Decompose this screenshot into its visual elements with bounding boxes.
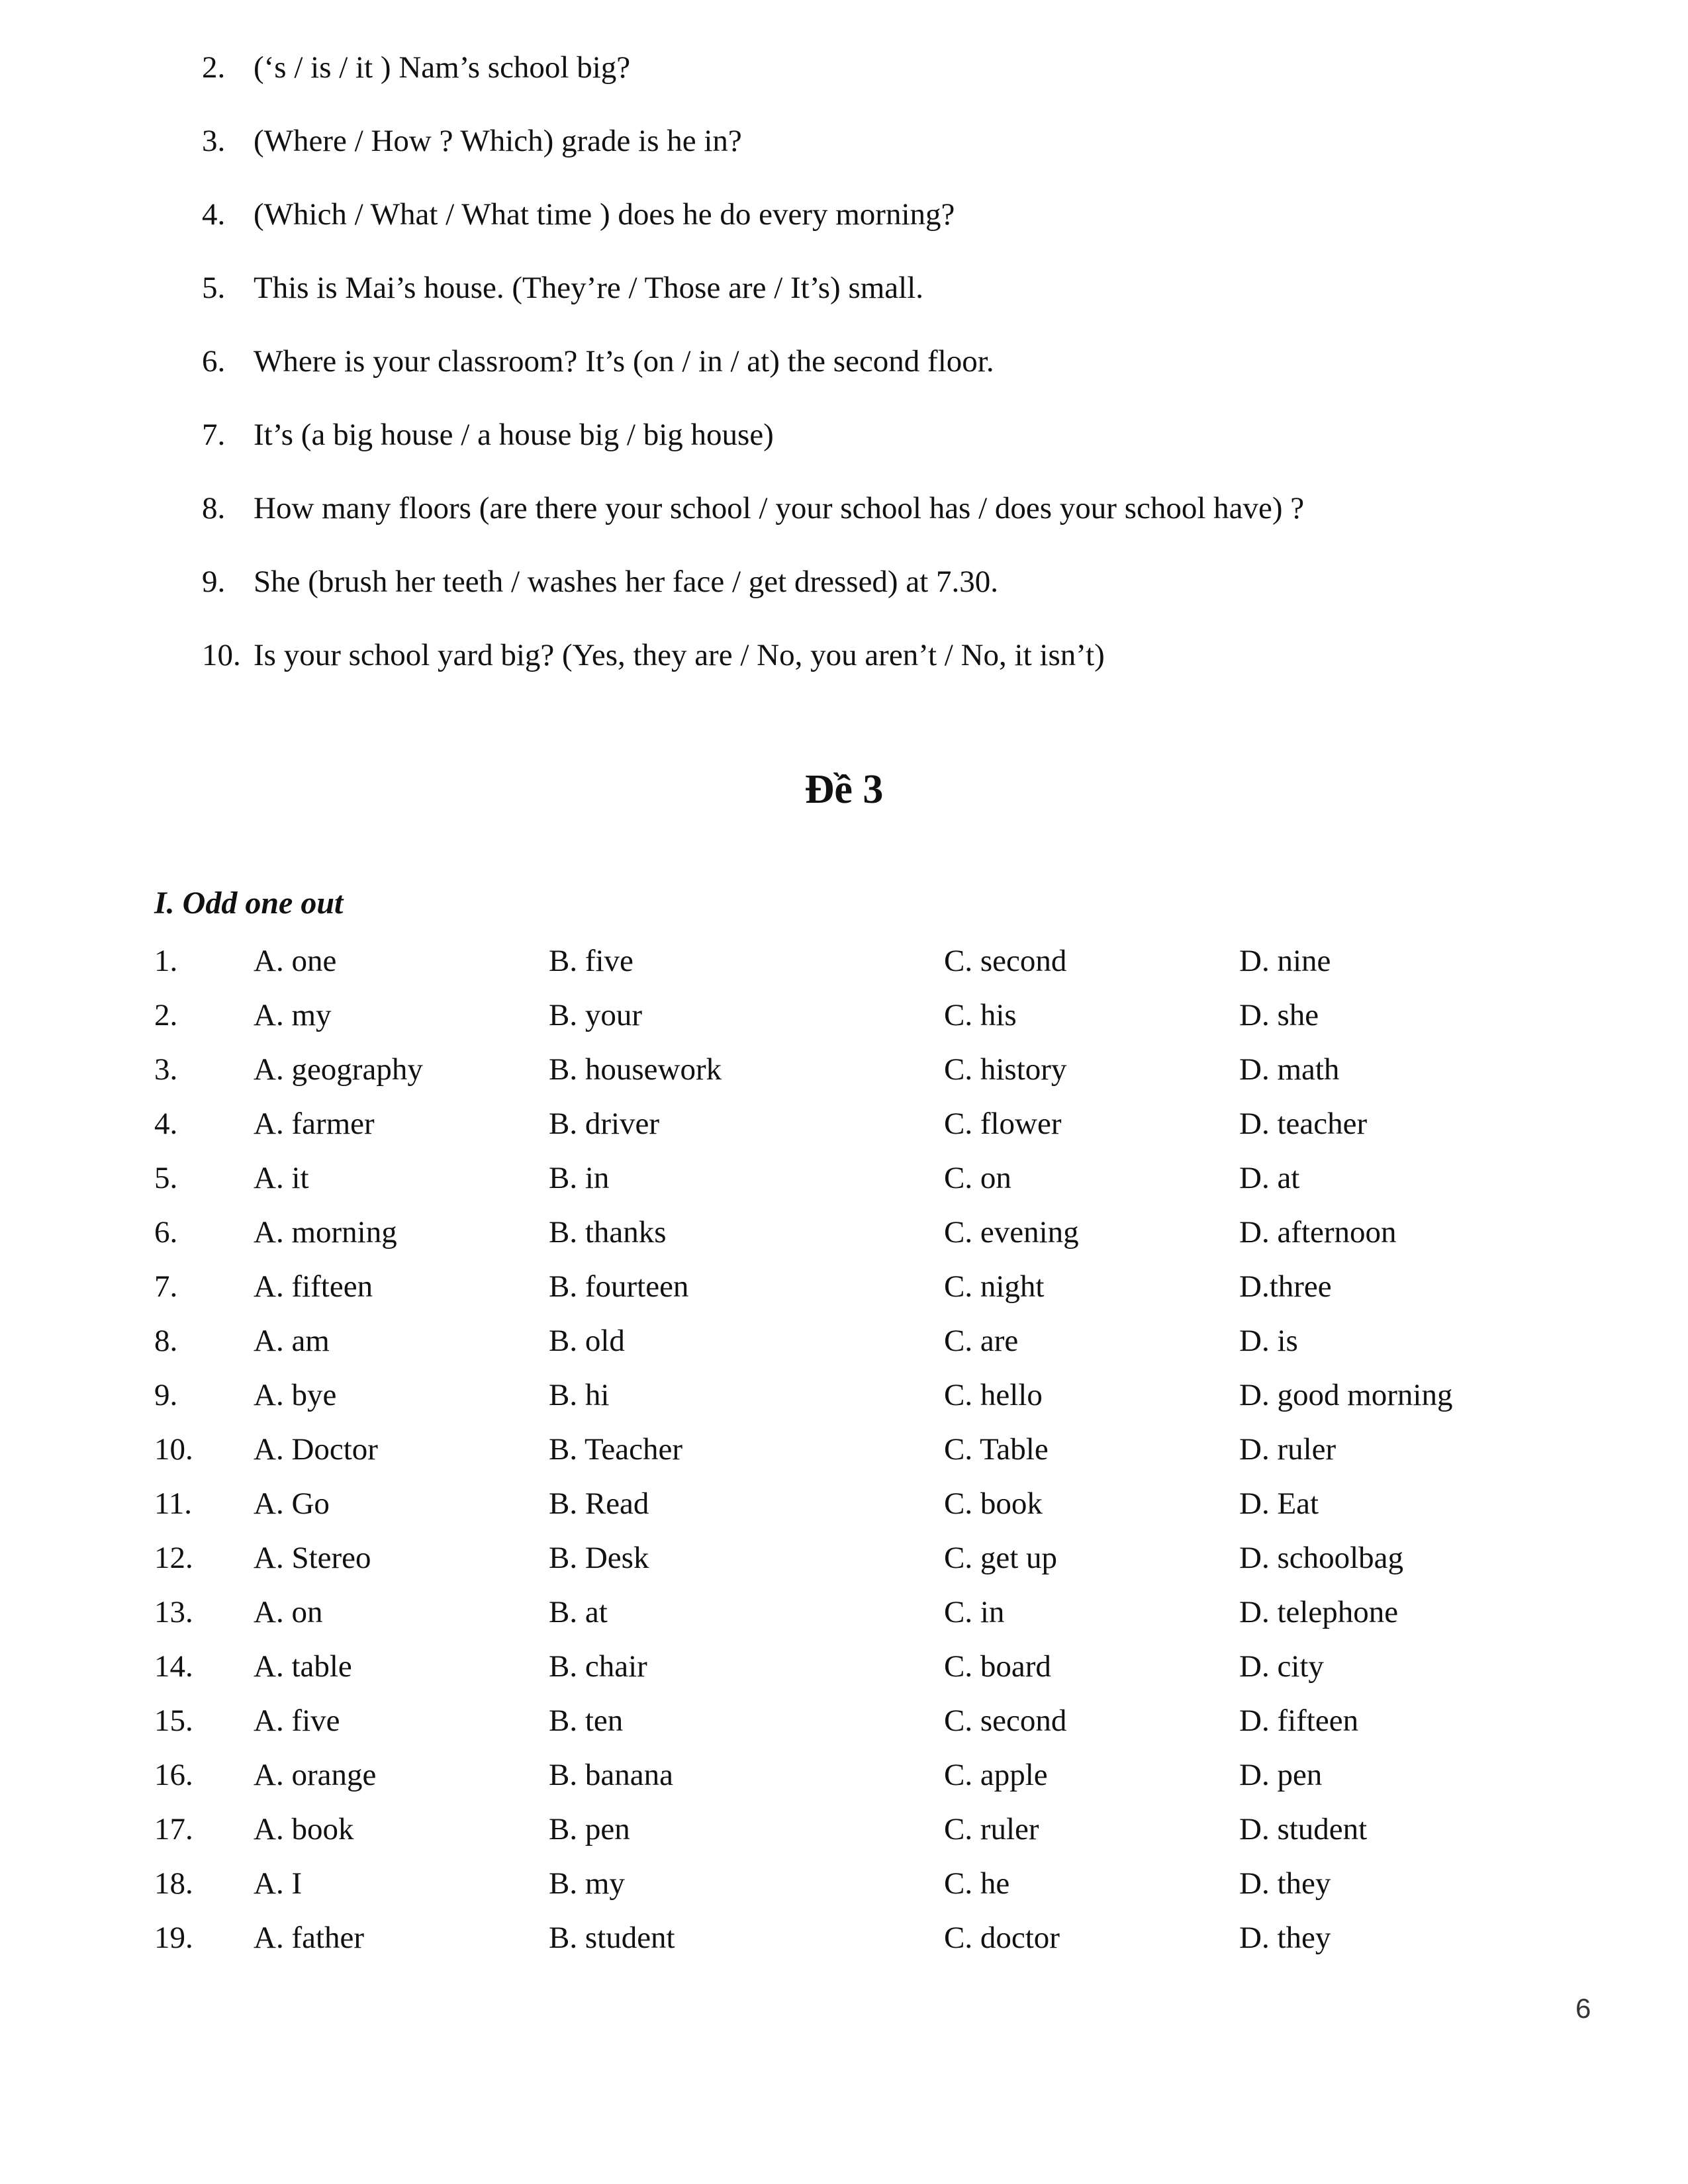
option-c: C. Table bbox=[944, 1432, 1049, 1467]
option-d: D. they bbox=[1239, 1921, 1331, 1955]
option-c: C. he bbox=[944, 1866, 1010, 1901]
option-d: D. nine bbox=[1239, 944, 1331, 978]
table-row bbox=[0, 1806, 1688, 1852]
option-b: B. Desk bbox=[549, 1541, 649, 1575]
item-number: 17. bbox=[154, 1812, 193, 1846]
question-item bbox=[0, 485, 1688, 531]
option-d: D. is bbox=[1239, 1324, 1298, 1358]
item-number: 13. bbox=[154, 1595, 193, 1629]
option-a: A. on bbox=[254, 1595, 323, 1629]
option-a: A. Doctor bbox=[254, 1432, 378, 1467]
option-a: A. Stereo bbox=[254, 1541, 371, 1575]
option-c: C. book bbox=[944, 1486, 1043, 1521]
option-b: B. driver bbox=[549, 1107, 660, 1141]
option-a: A. book bbox=[254, 1812, 354, 1846]
option-d: D. afternoon bbox=[1239, 1215, 1397, 1250]
option-b: B. ten bbox=[549, 1704, 624, 1738]
option-c: C. in bbox=[944, 1595, 1005, 1629]
table-row bbox=[0, 1263, 1688, 1310]
question-number: 6. bbox=[202, 344, 226, 379]
option-c: C. doctor bbox=[944, 1921, 1060, 1955]
option-b: B. old bbox=[549, 1324, 625, 1358]
option-b: B. my bbox=[549, 1866, 625, 1901]
option-a: A. geography bbox=[254, 1052, 423, 1087]
option-d: D. schoolbag bbox=[1239, 1541, 1404, 1575]
option-a: A. one bbox=[254, 944, 337, 978]
option-a: A. I bbox=[254, 1866, 303, 1901]
question-text: Is your school yard big? (Yes, they are / No, you aren’t / No, it isn’t) bbox=[254, 638, 1105, 672]
option-d: D. Eat bbox=[1239, 1486, 1319, 1521]
question-number: 3. bbox=[202, 124, 226, 158]
option-c: C. flower bbox=[944, 1107, 1062, 1141]
table-row bbox=[0, 1698, 1688, 1744]
option-a: A. father bbox=[254, 1921, 365, 1955]
question-item bbox=[0, 412, 1688, 458]
question-text: She (brush her teeth / washes her face / get dressed) at 7.30. bbox=[254, 565, 998, 599]
option-c: C. board bbox=[944, 1649, 1051, 1684]
option-b: B. in bbox=[549, 1161, 610, 1195]
option-b: B. thanks bbox=[549, 1215, 667, 1250]
option-a: A. morning bbox=[254, 1215, 397, 1250]
table-row bbox=[0, 1643, 1688, 1690]
question-text: (Which / What / What time ) does he do every morning? bbox=[254, 197, 955, 232]
table-row bbox=[0, 1209, 1688, 1255]
option-c: C. his bbox=[944, 998, 1017, 1032]
question-number: 5. bbox=[202, 271, 226, 305]
option-a: A. fifteen bbox=[254, 1269, 373, 1304]
option-b: B. Teacher bbox=[549, 1432, 683, 1467]
option-c: C. ruler bbox=[944, 1812, 1039, 1846]
option-c: C. second bbox=[944, 944, 1067, 978]
table-row bbox=[0, 1101, 1688, 1147]
option-c: C. hello bbox=[944, 1378, 1043, 1412]
option-d: D. city bbox=[1239, 1649, 1324, 1684]
item-number: 12. bbox=[154, 1541, 193, 1575]
question-number: 4. bbox=[202, 197, 226, 232]
question-number: 2. bbox=[202, 50, 226, 85]
option-c: C. are bbox=[944, 1324, 1019, 1358]
item-number: 5. bbox=[154, 1161, 178, 1195]
option-a: A. table bbox=[254, 1649, 352, 1684]
question-text: It’s (a big house / a house big / big house) bbox=[254, 418, 774, 452]
option-a: A. farmer bbox=[254, 1107, 375, 1141]
option-c: C. history bbox=[944, 1052, 1067, 1087]
option-c: C. evening bbox=[944, 1215, 1079, 1250]
option-b: B. chair bbox=[549, 1649, 647, 1684]
item-number: 8. bbox=[154, 1324, 178, 1358]
section-heading: I. Odd one out bbox=[154, 886, 344, 921]
option-c: C. on bbox=[944, 1161, 1011, 1195]
exam-title: Đề 3 bbox=[804, 767, 884, 812]
option-d: D. telephone bbox=[1239, 1595, 1399, 1629]
option-d: D. good morning bbox=[1239, 1378, 1453, 1412]
question-number: 8. bbox=[202, 491, 226, 525]
option-d: D. teacher bbox=[1239, 1107, 1368, 1141]
option-a: A. it bbox=[254, 1161, 309, 1195]
question-item bbox=[0, 338, 1688, 385]
item-number: 19. bbox=[154, 1921, 193, 1955]
item-number: 9. bbox=[154, 1378, 178, 1412]
option-a: A. my bbox=[254, 998, 332, 1032]
option-b: B. at bbox=[549, 1595, 608, 1629]
option-b: B. hi bbox=[549, 1378, 610, 1412]
question-text: Where is your classroom? It’s (on / in / at) the second floor. bbox=[254, 344, 994, 379]
item-number: 10. bbox=[154, 1432, 193, 1467]
question-item bbox=[0, 265, 1688, 311]
question-item bbox=[0, 559, 1688, 605]
question-item bbox=[0, 191, 1688, 238]
item-number: 2. bbox=[154, 998, 178, 1032]
item-number: 6. bbox=[154, 1215, 178, 1250]
table-row bbox=[0, 1752, 1688, 1798]
table-row bbox=[0, 1318, 1688, 1364]
option-b: B. pen bbox=[549, 1812, 630, 1846]
option-c: C. get up bbox=[944, 1541, 1058, 1575]
question-text: (‘s / is / it ) Nam’s school big? bbox=[254, 50, 631, 85]
table-row bbox=[0, 1155, 1688, 1201]
option-a: A. five bbox=[254, 1704, 340, 1738]
option-c: C. night bbox=[944, 1269, 1045, 1304]
option-b: B. student bbox=[549, 1921, 675, 1955]
question-number: 7. bbox=[202, 418, 226, 452]
table-row bbox=[0, 1480, 1688, 1527]
option-b: B. five bbox=[549, 944, 633, 978]
option-b: B. fourteen bbox=[549, 1269, 689, 1304]
item-number: 15. bbox=[154, 1704, 193, 1738]
question-text: (Where / How ? Which) grade is he in? bbox=[254, 124, 742, 158]
table-row bbox=[0, 992, 1688, 1038]
option-d: D. fifteen bbox=[1239, 1704, 1359, 1738]
option-a: A. orange bbox=[254, 1758, 377, 1792]
option-c: C. second bbox=[944, 1704, 1067, 1738]
table-row bbox=[0, 1860, 1688, 1907]
item-number: 16. bbox=[154, 1758, 193, 1792]
table-row bbox=[0, 938, 1688, 984]
question-text: How many floors (are there your school / your school has / does your school have) ? bbox=[254, 491, 1305, 525]
question-item bbox=[0, 44, 1688, 91]
option-d: D. math bbox=[1239, 1052, 1340, 1087]
table-row bbox=[0, 1426, 1688, 1473]
question-number: 9. bbox=[202, 565, 226, 599]
option-c: C. apple bbox=[944, 1758, 1048, 1792]
option-d: D.three bbox=[1239, 1269, 1332, 1304]
table-row bbox=[0, 1589, 1688, 1635]
option-b: B. banana bbox=[549, 1758, 673, 1792]
item-number: 18. bbox=[154, 1866, 193, 1901]
item-number: 14. bbox=[154, 1649, 193, 1684]
question-text: This is Mai’s house. (They’re / Those are / It’s) small. bbox=[254, 271, 924, 305]
option-d: D. she bbox=[1239, 998, 1319, 1032]
table-row bbox=[0, 1372, 1688, 1418]
table-row bbox=[0, 1915, 1688, 1961]
item-number: 7. bbox=[154, 1269, 178, 1304]
question-item bbox=[0, 118, 1688, 164]
option-d: D. student bbox=[1239, 1812, 1368, 1846]
option-a: A. bye bbox=[254, 1378, 337, 1412]
option-d: D. ruler bbox=[1239, 1432, 1336, 1467]
question-number: 10. bbox=[202, 638, 241, 672]
item-number: 4. bbox=[154, 1107, 178, 1141]
page-number: 6 bbox=[1575, 1993, 1591, 2024]
table-row bbox=[0, 1535, 1688, 1581]
option-a: A. Go bbox=[254, 1486, 330, 1521]
option-b: B. housework bbox=[549, 1052, 722, 1087]
item-number: 1. bbox=[154, 944, 178, 978]
option-d: D. at bbox=[1239, 1161, 1300, 1195]
item-number: 11. bbox=[154, 1486, 193, 1521]
option-b: B. your bbox=[549, 998, 642, 1032]
option-d: D. they bbox=[1239, 1866, 1331, 1901]
question-item bbox=[0, 632, 1688, 678]
option-a: A. am bbox=[254, 1324, 330, 1358]
item-number: 3. bbox=[154, 1052, 178, 1087]
option-d: D. pen bbox=[1239, 1758, 1323, 1792]
table-row bbox=[0, 1046, 1688, 1093]
option-b: B. Read bbox=[549, 1486, 649, 1521]
